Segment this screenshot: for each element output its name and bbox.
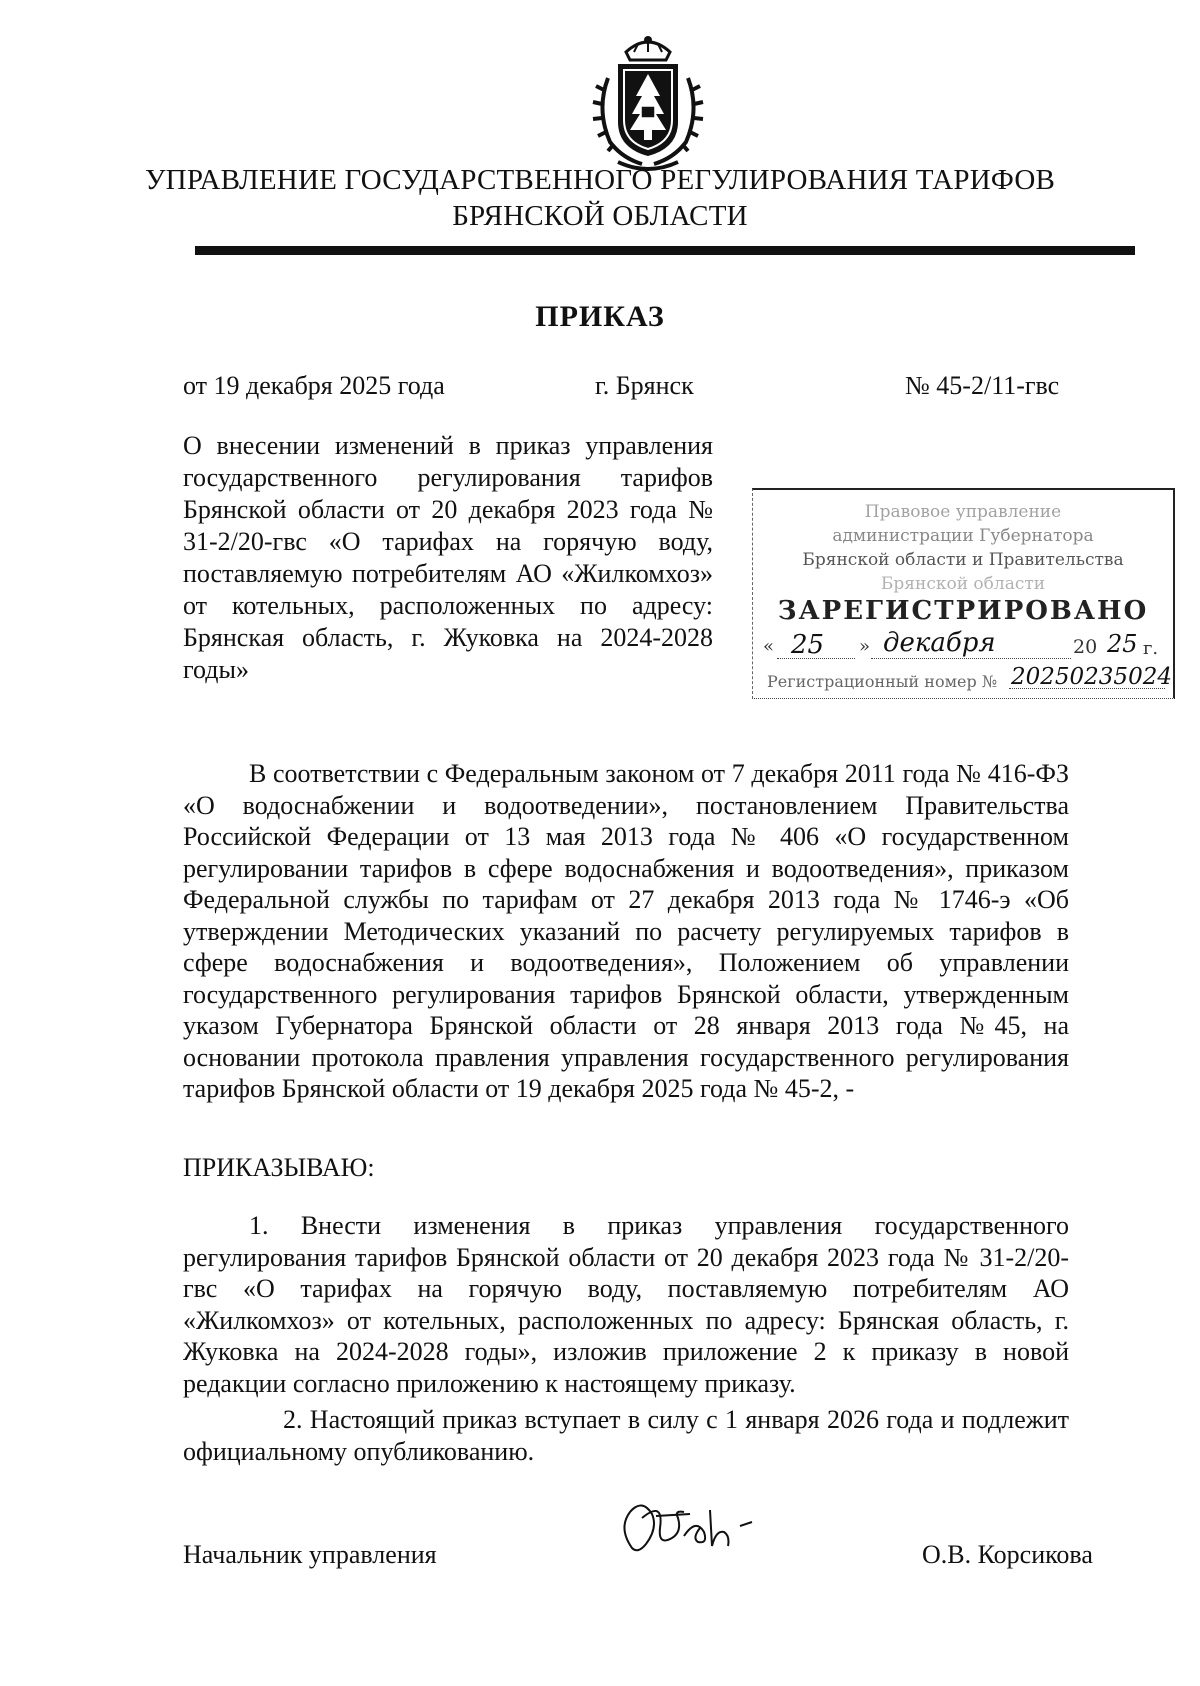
order-subject: О внесении изменений в приказ управления государственного регулирования тарифов Брянской области от 20 декабря 2023 года № 31-2/20-гвс «О тарифах на горячую воду, поставляемую потребителям АО «Жилкомхоз» от котельных, расположенных по адресу: Брянская область, г. Жуковка на 2024-2028 годы» (183, 431, 713, 684)
stamp-registered-label: ЗАРЕГИСТРИРОВАНО (777, 596, 1149, 626)
signatory-title: Начальник управления (183, 1540, 437, 1569)
stamp-line-2: администрации Губернатора (832, 526, 1094, 546)
stamp-registration-number: 20250235024 (1011, 664, 1172, 690)
order-city: г. Брянск (595, 371, 694, 400)
order-preamble: В соответствии с Федеральным законом от 7 декабря 2011 года № 416-ФЗ «О водоснабжении и водоотведении», постановлением Правительства Российской Федерации от 13 мая 2013 года № 406 «О государственном регулировании тарифов в сфере водоснабжения и водоотведения», приказом Федеральной службы по тарифам от 27 декабря 2013 года № 1746-э «Об утверждении Методических указаний по расчету регулируемых тарифов в сфере водоснабжения и водоотведения», Положением об управлении государственного регулирования тарифов Брянской области, утвержденным указом Губернатора Брянской области от 28 января 2013 года №45, на основании протокола правления управления государственного регулирования тарифов Брянской области от 19 декабря 2025 года № 45-2, - (183, 759, 1069, 1103)
agency-name-line2: БРЯНСКОЙ ОБЛАСТИ (452, 200, 748, 232)
stamp-month: декабря (883, 628, 996, 658)
stamp-line-1: Правовое управление (864, 502, 1062, 522)
stamp-year-prefix: 20 (1073, 636, 1098, 658)
signatory-name: О.В. Корсикова (922, 1540, 1093, 1569)
order-verb: ПРИКАЗЫВАЮ: (183, 1153, 375, 1182)
stamp-day: 25 (791, 630, 825, 660)
stamp-line-3: Брянской области и Правительства (802, 550, 1124, 570)
handwritten-signature (612, 1488, 772, 1568)
stamp-registration-row (763, 664, 1173, 694)
stamp-date-row: « 25 » декабря 20 25 г. (763, 628, 1159, 660)
order-date: от 19 декабря 2025 года (183, 371, 445, 400)
header-divider (195, 246, 1135, 255)
order-item-1: 1. Внести изменения в приказ управления государственного регулирования тарифов Брянской области от 20 декабря 2023 года № 31-2/20-гвс «О тарифах на горячую воду, поставляемую потребителям АО «Жилкомхоз» от котельных, расположенных по адресу: Брянская область, г. Жуковка на 2024-2028 годы», изложив приложение 2 к приказу в новой редакции согласно приложению к настоящему приказу. (183, 1211, 1069, 1398)
stamp-line-4: Брянской области (880, 574, 1046, 594)
stamp-registration-label: Регистрационный номер № (767, 672, 997, 691)
stamp-year-suffix: г. (1143, 638, 1159, 659)
order-item-2: 2. Настоящий приказ вступает в силу с 1 января 2026 года и подлежит официальному опубликованию. (183, 1405, 1069, 1466)
order-number: № 45-2/11-гвс (905, 371, 1060, 400)
bryansk-coat-of-arms-icon (578, 30, 718, 180)
stamp-year: 25 (1107, 630, 1138, 658)
agency-name-line1: УПРАВЛЕНИЕ ГОСУДАРСТВЕННОГО РЕГУЛИРОВАНИЯ ТАРИФОВ (144, 164, 1056, 196)
document-title: ПРИКАЗ (535, 300, 665, 333)
registration-stamp (752, 488, 1175, 699)
